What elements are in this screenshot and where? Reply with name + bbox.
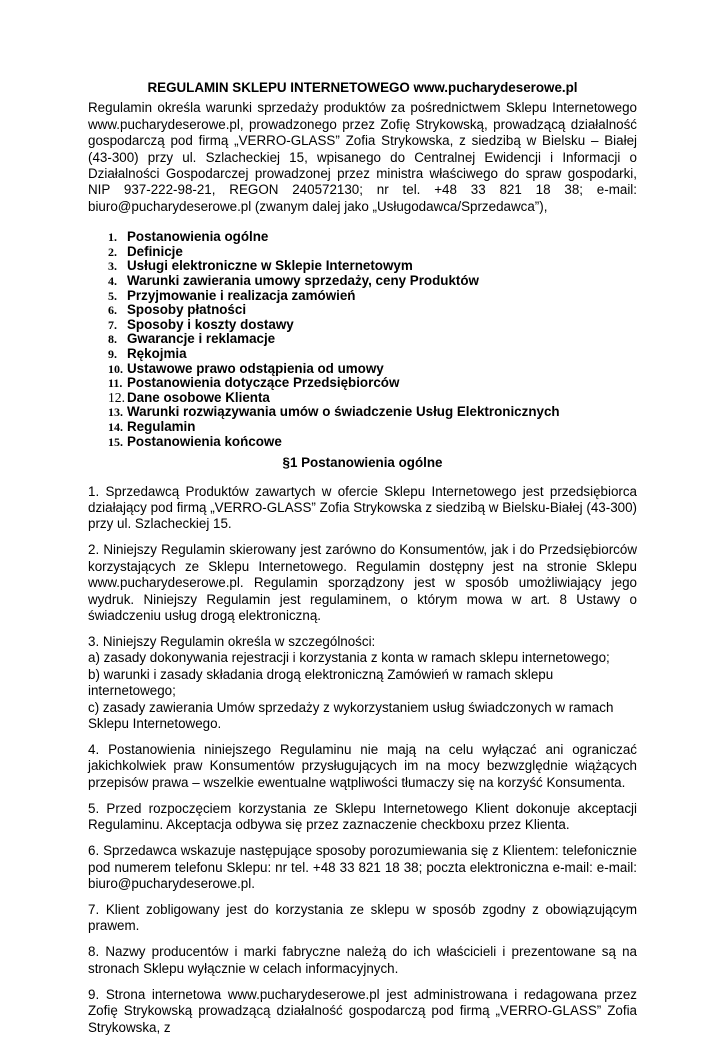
toc-item xyxy=(88,391,637,406)
paragraph-3-item-b: b) warunki i zasady składania drogą elektroniczną Zamówień w ramach sklepu internetowego; xyxy=(88,666,554,699)
paragraph-3-item-c: c) zasady zawierania Umów sprzedaży z wykorzystaniem usług świadczonych w ramach Sklepu Internetowego. xyxy=(88,699,614,732)
toc-item xyxy=(88,274,637,289)
toc-item-number: 11. xyxy=(108,376,123,391)
section-heading: §1 Postanowienia ogólne xyxy=(282,455,443,471)
paragraph-3-item-a: a) zasady dokonywania rejestracji i korzystania z konta w ramach sklepu internetowego; xyxy=(88,650,610,666)
toc-item-label: Usługi elektroniczne w Sklepie Internetowym xyxy=(127,258,413,274)
toc-item-number: 10. xyxy=(108,361,123,376)
toc-item-label: Warunki zawierania umowy sprzedaży, ceny Produktów xyxy=(127,273,479,289)
toc-item xyxy=(88,259,637,274)
paragraph-8: 8. Nazwy producentów i marki fabryczne należą do ich właścicieli i prezentowane są na stronach Sklepu wyłącznie w celach informacyjnych. xyxy=(88,944,637,976)
toc-item xyxy=(88,230,637,245)
toc-item-label: Definicje xyxy=(127,243,183,259)
document-page xyxy=(88,80,637,1046)
toc-item-number: 5. xyxy=(108,288,117,303)
toc-item-number: 4. xyxy=(108,274,117,289)
toc-item xyxy=(88,332,637,347)
toc-item-number: 7. xyxy=(108,317,117,332)
toc-item xyxy=(88,376,637,391)
toc-item-number: 3. xyxy=(108,259,117,274)
toc-item xyxy=(88,362,637,377)
toc-item xyxy=(88,289,637,304)
paragraph-6: 6. Sprzedawca wskazuje następujące sposoby porozumiewania się z Klientem: telefonicznie pod numerem telefonu Sklepu: nr tel. +48 33 821 18 38; poczta elektroniczna e-mail: e-mail: biuro@pucharydeserowe.pl. xyxy=(88,843,637,892)
toc-item xyxy=(88,318,637,333)
toc-item-label: Gwarancje i reklamacje xyxy=(127,331,276,347)
toc-item xyxy=(88,405,637,420)
paragraph-3 xyxy=(88,634,637,732)
toc-item-label: Przyjmowanie i realizacja zamówień xyxy=(127,287,356,303)
toc-item-number: 2. xyxy=(108,244,117,259)
toc-item xyxy=(88,420,637,435)
toc-item-number: 12. xyxy=(108,389,125,405)
toc-item-label: Postanowienia ogólne xyxy=(127,229,269,245)
toc-item xyxy=(88,303,637,318)
toc-item-label: Rękojmia xyxy=(127,346,187,361)
toc-item-label: Sposoby i koszty dostawy xyxy=(127,316,294,332)
paragraph-1: 1. Sprzedawcą Produktów zawartych w ofercie Sklepu Internetowego jest przedsiębiorca działający pod firmą „VERRO-GLASS” Zofia Strykowska z siedzibą w Bielsku-Białej (43-300) przy ul. Szlacheckiej 15. xyxy=(88,483,637,532)
paragraph-2: 2. Niniejszy Regulamin skierowany jest zarówno do Konsumentów, jak i do Przedsiębiorców korzystających ze Sklepu Internetowego. Regulamin dostępny jest na stronie Sklepu www.pucharydeserowe.pl. Regulamin sporządzony jest w sposób umożliwiający jego wydruk. Niniejszy Regulamin jest regulaminem, o którym mowa w art. 8 Ustawy o świadczeniu usług drogą elektroniczną. xyxy=(88,542,637,623)
toc-item-number: 15. xyxy=(108,434,123,449)
document-title: REGULAMIN SKLEPU INTERNETOWEGO www.pucharydeserowe.pl xyxy=(147,80,578,95)
toc-item-number: 14. xyxy=(108,419,123,434)
toc-item-label: Warunki rozwiązywania umów o świadczenie Usług Elektronicznych xyxy=(127,404,560,420)
toc-item-number: 13. xyxy=(108,405,123,420)
paragraph-3-lead: 3. Niniejszy Regulamin określa w szczególności: xyxy=(88,634,376,649)
paragraph-5: 5. Przed rozpoczęciem korzystania ze Sklepu Internetowego Klient dokonuje akceptacji Regulaminu. Akceptacja odbywa się przez zaznaczenie checkboxu przez Klienta. xyxy=(88,800,637,833)
toc-item-label: Regulamin xyxy=(127,418,196,434)
toc-item-label: Postanowienia końcowe xyxy=(127,433,282,449)
intro-paragraph: Regulamin określa warunki sprzedaży produktów za pośrednictwem Sklepu Internetowego www.pucharydeserowe.pl, prowadzonego przez Zofię Strykowską, prowadzącą działalność gospodarczą pod firmą „VERRO-GLASS” Zofia Strykowska, z siedzibą w Bielsku – Białej (43-300) przy ul. Szlacheckiej 15, wpisanego do Centralnej Ewidencji i Informacji o Działalności Gospodarczej prowadzonej przez ministra właściwego do spraw gospodarki, NIP 937-222-98-21, REGON 240572130; nr tel. +48 33 821 18 38; e-mail: biuro@pucharydeserowe.pl (zwanym dalej jako „Usługodawca/Sprzedawca”), xyxy=(88,100,637,214)
toc-item-label: Sposoby płatności xyxy=(127,302,247,318)
toc-item-label: Ustawowe prawo odstąpienia od umowy xyxy=(127,360,384,376)
paragraph-4: 4. Postanowienia niniejszego Regulaminu nie mają na celu wyłączać ani ograniczać jakichkolwiek praw Konsumentów przysługujących im na mocy bezwzględnie wiążących przepisów prawa – wszelkie ewentualne wątpliwości tłumaczy się na korzyść Konsumenta. xyxy=(88,742,637,790)
table-of-contents xyxy=(88,230,637,449)
paragraph-9: 9. Strona internetowa www.pucharydeserowe.pl jest administrowana i redagowana przez Zofię Strykowską prowadzącą działalność gospodarczą pod firmą „VERRO-GLASS” Zofia Strykowska, z xyxy=(88,986,637,1035)
toc-item xyxy=(88,347,637,362)
toc-item-label: Dane osobowe Klienta xyxy=(127,389,270,405)
toc-item xyxy=(88,435,637,450)
paragraph-7: 7. Klient zobligowany jest do korzystania ze sklepu w sposób zgodny z obowiązującym prawem. xyxy=(88,902,637,934)
toc-item-number: 6. xyxy=(108,303,117,318)
toc-item-number: 8. xyxy=(108,332,117,347)
toc-item-label: Postanowienia dotyczące Przedsiębiorców xyxy=(127,375,400,391)
toc-item-number: 9. xyxy=(108,347,117,361)
toc-item-number: 1. xyxy=(108,230,117,245)
toc-item xyxy=(88,245,637,260)
